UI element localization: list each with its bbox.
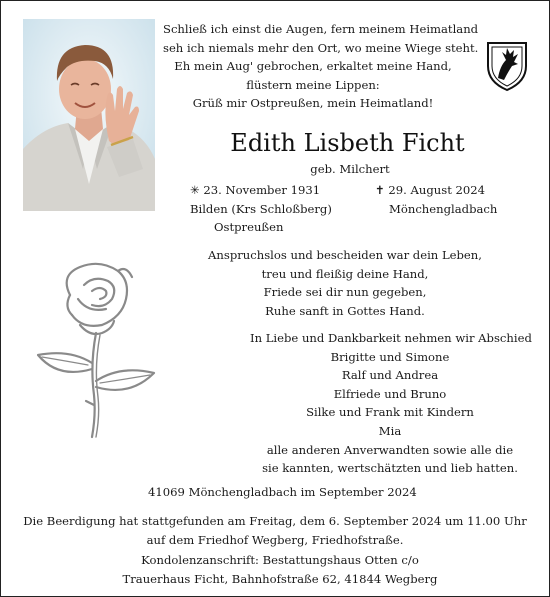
mourner-name: Mia (378, 423, 402, 438)
mourners-intro: In Liebe und Dankbarkeit nehmen wir Abschied (250, 331, 532, 345)
mourner-name: Elfriede und Bruno (333, 386, 447, 401)
cross-icon: ✝ (375, 183, 385, 197)
birth-info (190, 181, 340, 237)
rose-icon (30, 255, 165, 440)
poem-line: Schließ ich einst die Augen, fern meinem Heimatland (163, 22, 479, 36)
verse-line: Anspruchslos und bescheiden war dein Leben, (208, 248, 482, 262)
verse-line: treu und fleißig deine Hand, (261, 266, 429, 281)
death-date: 29. August 2024 (388, 183, 486, 197)
deceased-name: Edith Lisbeth Ficht (230, 129, 465, 157)
condolence-line: Kondolenzanschrift: Bestattungshaus Otten c/o (141, 553, 419, 567)
poem-block (163, 20, 479, 113)
death-place: Mönchengladbach (389, 201, 498, 216)
birth-region: Ostpreußen (214, 220, 284, 235)
death-date-line (375, 181, 500, 200)
verse-line: Friede sei dir nun gegeben, (263, 285, 427, 300)
birth-date: 23. November 1931 (203, 183, 321, 197)
portrait-photo-image (23, 19, 155, 211)
east-prussia-crest-icon (486, 40, 528, 92)
mourner-name: Brigitte und Simone (330, 349, 450, 364)
verse-block (200, 246, 490, 320)
mourners-closing: sie kannten, wertschätzten und lieb hatten. (262, 461, 518, 476)
birth-star-icon: ✳ (190, 183, 200, 197)
maiden-name: geb. Milchert (310, 162, 390, 176)
mourners-closing: alle anderen Anverwandten sowie alle die (266, 442, 514, 457)
condolence-line: Trauerhaus Ficht, Bahnhofstraße 62, 41844 Wegberg (122, 571, 438, 586)
birth-date-line (190, 181, 340, 200)
poem-line: flüstern meine Lippen: (246, 77, 380, 92)
portrait-photo (23, 19, 155, 211)
mourner-name: Ralf und Andrea (341, 368, 439, 383)
mourner-name: Silke und Frank mit Kindern (306, 405, 474, 420)
verse-line: Ruhe sanft in Gottes Hand. (265, 303, 425, 318)
mourners-block (250, 329, 530, 478)
poem-line: seh ich niemals mehr den Ort, wo meine Wiege steht. (163, 40, 479, 55)
condolence-address (90, 551, 470, 588)
funeral-line: auf dem Friedhof Wegberg, Friedhofstraße. (146, 532, 404, 547)
poem-line: Eh mein Aug' gebrochen, erkaltet meine Hand, (174, 59, 452, 74)
funeral-line: Die Beerdigung hat stattgefunden am Freitag, dem 6. September 2024 um 11.00 Uhr (23, 514, 527, 528)
birth-place: Bilden (Krs Schloßberg) (190, 201, 332, 216)
poem-line: Grüß mir Ostpreußen, mein Heimatland! (192, 96, 434, 111)
funeral-info (20, 512, 530, 549)
death-info (375, 181, 500, 218)
place-date: 41069 Mönchengladbach im September 2024 (148, 485, 417, 499)
